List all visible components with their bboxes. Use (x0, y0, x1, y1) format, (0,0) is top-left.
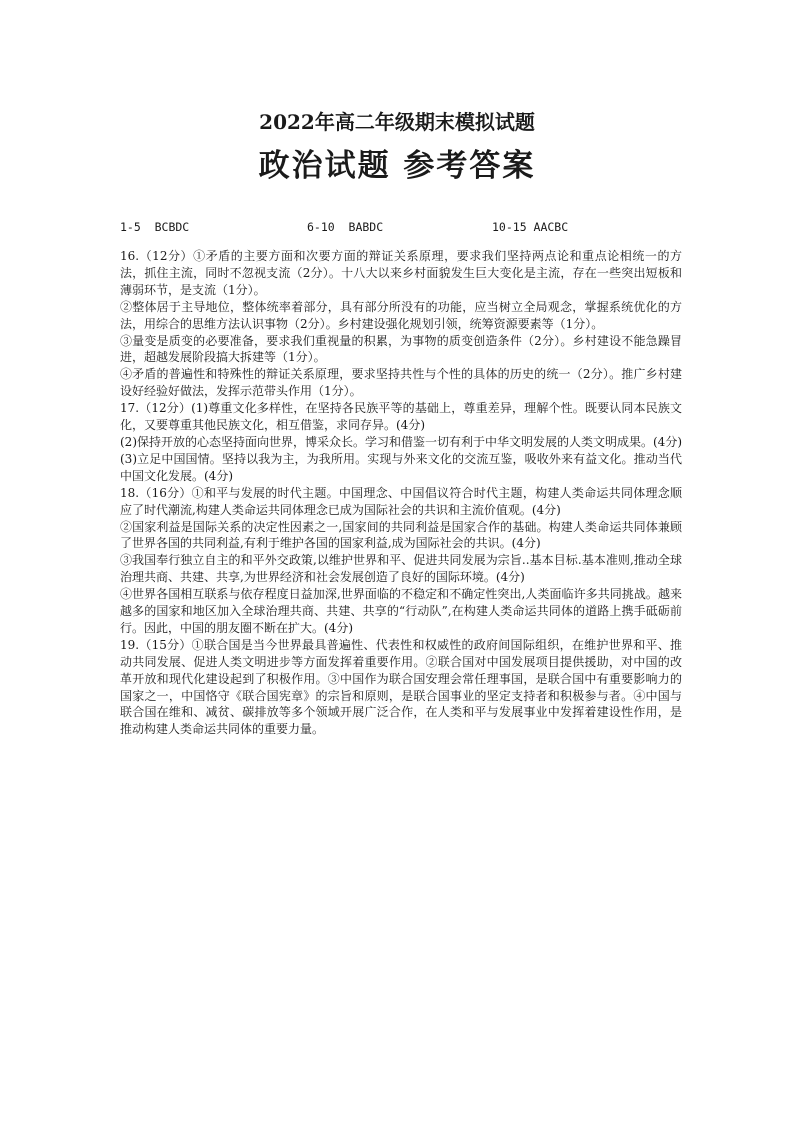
q18-point-4: ④世界各国相互联系与依存程度日益加深,世界面临的不稳定和不确定性突出,人类面临许多共同挑战。越来越多的国家和地区加入全球治理共商、共建、共享的“行动队”,在构建人类命运共同体的道路上携手砥砺前行。因此，中国的朋友圈不断在扩大。(4分) (120, 587, 682, 635)
exam-title: 2022年高二年级期末模拟试题 (259, 110, 535, 134)
q17-point-1: 17.（12分）(1)尊重文化多样性，在坚持各民族平等的基础上，尊重差异，理解个性。既要认同本民族文化，又要尊重其他民族文化，相互借鉴，求同存异。(4分) (120, 401, 682, 433)
answers-1-5: 1-5 BCBDC (120, 220, 190, 234)
q16-point-1: 16.（12分）①矛盾的主要方面和次要方面的辩证关系原理，要求我们坚持两点论和重点论相统一的方法，抓住主流，同时不忽视支流（2分）。十八大以来乡村面貌发生巨大变化是主流，存在一些突出短板和薄弱环节，是支流（1分）。 (120, 249, 682, 297)
q18-point-3: ③我国奉行独立自主的和平外交政策,以维护世界和平、促进共同发展为宗旨..基本目标.基本准则,推动全球治理共商、共建、共享,为世界经济和社会发展创造了良好的国际环境。(4分) (120, 553, 682, 585)
q16-point-3: ③量变是质变的必要准备，要求我们重视量的积累，为事物的质变创造条件（2分）。乡村建设不能急躁冒进，超越发展阶段搞大拆建等（1分）。 (120, 333, 682, 365)
answers-6-10: 6-10 BABDC (307, 220, 384, 234)
q18-point-2: ②国家利益是国际关系的决定性因素之一,国家间的共同利益是国家合作的基础。构建人类命运共同体兼顾了世界各国的共同利益,有利于维护各国的国家利益,成为国际社会的共识。(4分) (120, 519, 682, 551)
q17-point-3: (3)立足中国国情。坚持以我为主，为我所用。实现与外来文化的交流互鉴，吸收外来有益文化。推动当代中国文化发展。(4分) (120, 451, 682, 483)
answer-body (120, 248, 682, 738)
multiple-choice-answers (120, 220, 680, 238)
q18-point-1: 18.（16分）①和平与发展的时代主题。中国理念、中国倡议符合时代主题，构建人类命运共同体理念顺应了时代潮流,构建人类命运共同体理念已成为国际社会的共识和主流价值观。(4分) (120, 485, 682, 517)
answers-10-15: 10-15 AACBC (492, 220, 569, 234)
q19-answer: 19.（15分）①联合国是当今世界最具普遍性、代表性和权威性的政府间国际组织，在维护世界和平、推动共同发展、促进人类文明进步等方面发挥着重要作用。②联合国对中国发展项目提供援助，对中国的改革开放和现代化建设起到了积极作用。③中国作为联合国安理会常任理事国，是联合国中有重要影响力的国家之一，中国恪守《联合国宪章》的宗旨和原则，是联合国事业的坚定支持者和积极参与者。④中国与联合国在维和、减贫、碳排放等多个领域开展广泛合作，在人类和平与发展事业中发挥着建设性作用，是推动构建人类命运共同体的重要力量。 (120, 637, 682, 737)
q17-point-2: (2)保持开放的心态坚持面向世界，博采众长。学习和借鉴一切有利于中华文明发展的人类文明成果。(4分) (120, 434, 683, 449)
q16-point-2: ②整体居于主导地位，整体统率着部分，具有部分所没有的功能，应当树立全局观念，掌握系统优化的方法，用综合的思维方法认识事物（2分）。乡村建设强化规划引领，统筹资源要素等（1分）。 (120, 299, 682, 331)
q16-point-4: ④矛盾的普遍性和特殊性的辩证关系原理，要求坚持共性与个性的具体的历史的统一（2分）。推广乡村建设好经验好做法，发挥示范带头作用（1分）。 (120, 367, 682, 399)
answer-key-title: 政治试题 参考答案 (258, 148, 536, 184)
